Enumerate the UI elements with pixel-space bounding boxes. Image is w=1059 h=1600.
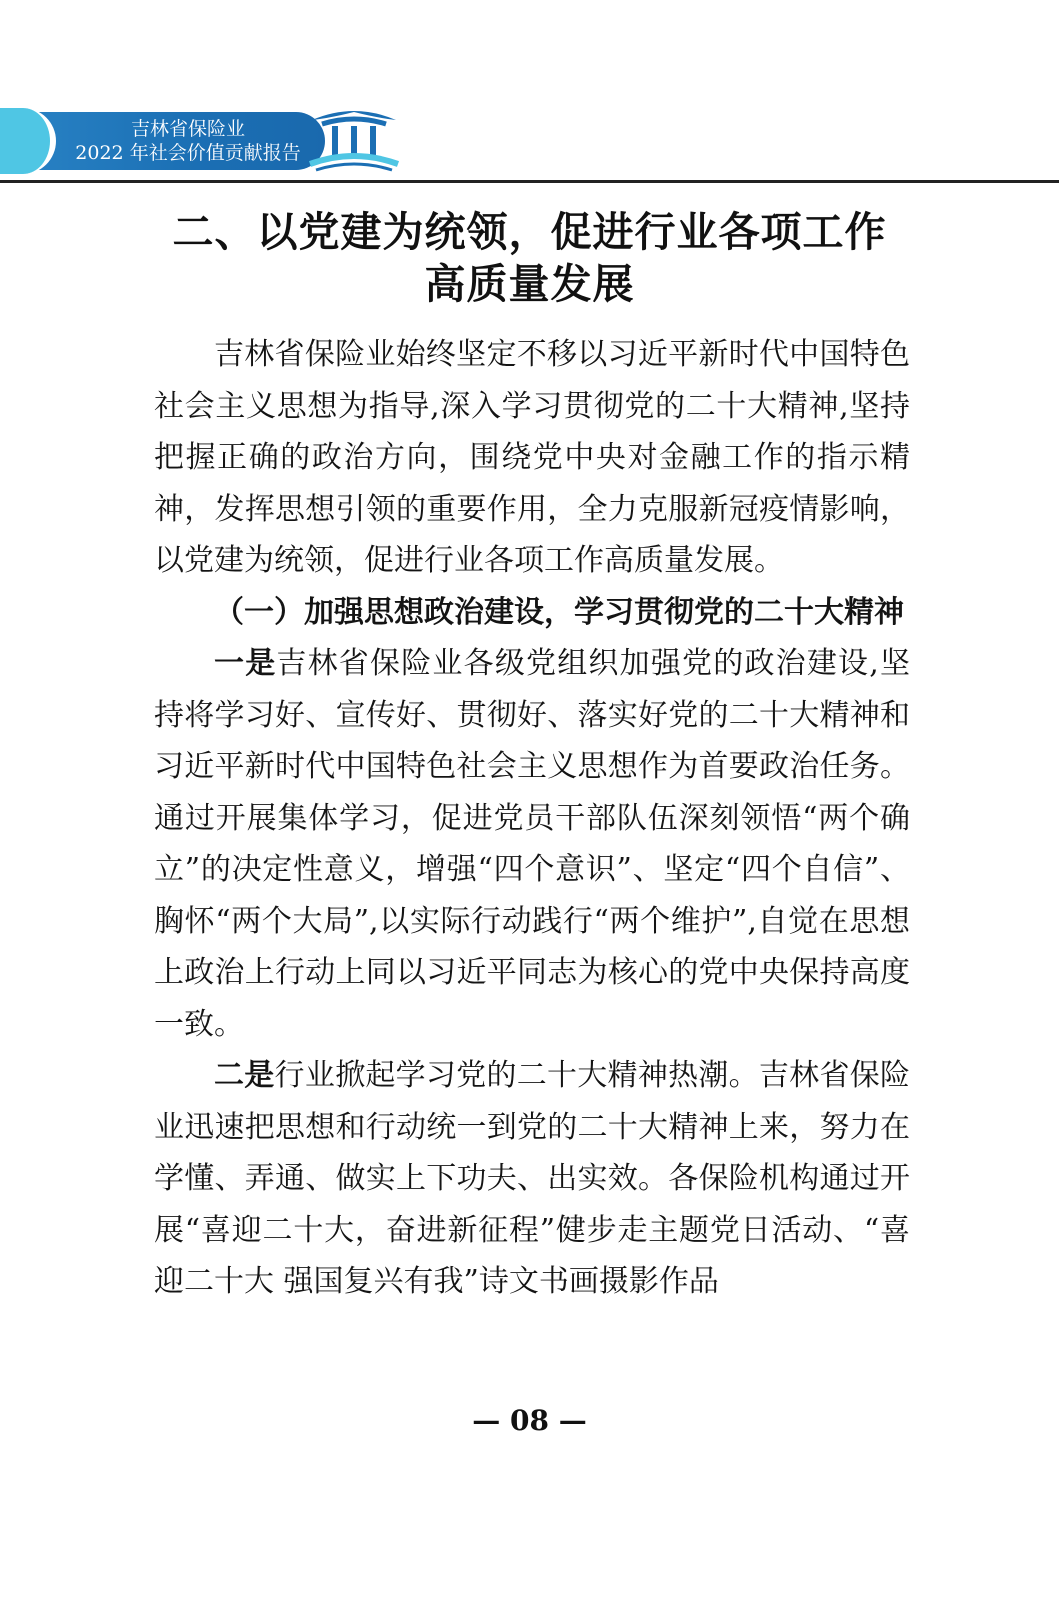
header-title [58,117,318,165]
item-lead-1: 一是 [214,646,277,681]
item-paragraph-1 [154,638,910,1050]
intro-paragraph: 吉林省保险业始终坚定不移以习近平新时代中国特色社会主义思想为指导,深入学习贯彻党的二十大精神,坚持把握正确的政治方向，围绕党中央对金融工作的指示精神，发挥思想引领的重要作用，全力克服新冠疫情影响，以党建为统领，促进行业各项工作高质量发展。 [154,337,910,578]
header-line-1: 吉林省保险业 [130,118,245,140]
pavilion-logo-icon [308,98,400,172]
page-title-line-2: 高质量发展 [424,260,635,308]
page-number: — 08 — [472,1404,587,1437]
item-text-2: 行业掀起学习党的二十大精神热潮。吉林省保险业迅速把思想和行动统一到党的二十大精神上来，努力在学懂、弄通、做实上下功夫、出实效。各保险机构通过开展“喜迎二十大，奋进新征程”健步走主题党日活动、“喜迎二十大 强国复兴有我”诗文书画摄影作品 [154,1058,911,1299]
body-content [154,329,910,1308]
header-line-2: 2022 年社会价值贡献报告 [75,142,301,164]
item-text-1: 吉林省保险业各级党组织加强党的政治建设,坚持将学习好、宣传好、贯彻好、落实好党的二十大精神和习近平新时代中国特色社会主义思想作为首要政治任务。通过开展集体学习，促进党员干部队伍深刻领悟“两个确立”的决定性意义，增强“四个意识”、坚定“四个自信”、胸怀“两个大局”,以实际行动践行“两个维护”,自觉在思想上政治上行动上同以习近平同志为核心的党中央保持高度一致。 [154,646,910,1042]
page-title [0,206,1059,310]
item-paragraph-2 [154,1050,910,1308]
item-lead-2: 二是 [214,1058,275,1093]
section-heading: （一）加强思想政治建设，学习贯彻党的二十大精神 [214,594,904,630]
page-title-line-1: 二、以党建为统领，促进行业各项工作 [172,208,887,256]
header-rule [0,180,1059,183]
